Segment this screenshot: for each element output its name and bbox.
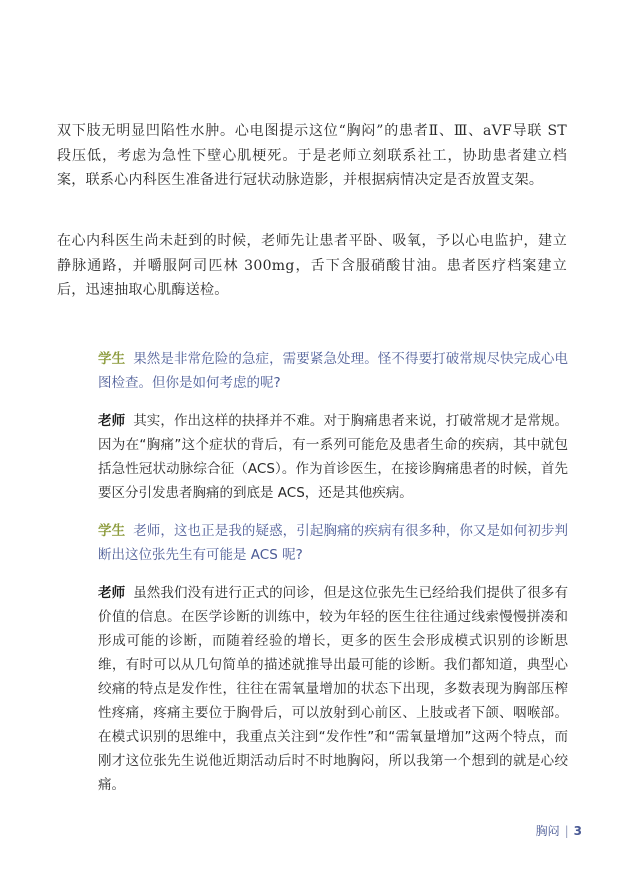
speaker-label: 老师: [98, 413, 126, 429]
dialog-text: 老师，这也正是我的疑惑，引起胸痛的疾病有很多种，你又是如何初步判断出这位张先生有可能是 ACS 呢?: [98, 523, 569, 563]
paragraph-text: 在心内科医生尚未赶到的时候，老师先让患者平卧、吸氧，予以心电监护，建立静脉通路，并嚼服阿司匹林 300mg，舌下含服硝酸甘油。患者医疗档案建立后，迅速抽取心肌酶送检。: [57, 233, 567, 298]
page-footer: [536, 822, 582, 839]
dialog-text: 虽然我们没有进行正式的问诊，但是这位张先生已经给我们提供了很多有价值的信息。在医学诊断的训练中，较为年轻的医生往往通过线索慢慢拼凑和形成可能的诊断，而随着经验的增长，更多的医生会形成模式识别的诊断思维，有时可以从几句简单的描述就推导出最可能的诊断。我们都知道，典型心绞痛的特点是发作性，往往在需氧量增加的状态下出现，多数表现为胸部压榨性疼痛，疼痛主要位于胸骨后，可以放射到心前区、上肢或者下颌、咽喉部。在模式识别的思维中，我重点关注到“发作性”和“需氧量增加”这两个特点，而刚才这位张先生说他近期活动后时不时地胸闷，所以我第一个想到的就是心绞痛。: [98, 585, 569, 793]
speaker-label: 学生: [98, 523, 126, 539]
dialog-text: 其实，作出这样的抉择并不难。对于胸痛患者来说，打破常规才是常规。因为在“胸痛”这个症状的背后，有一系列可能危及患者生命的疾病，其中就包括急性冠状动脉综合征（ACS）。作为首诊医生，在接诊胸痛患者的时候，首先要区分引发患者胸痛的到底是 ACS，还是其他疾病。: [98, 413, 569, 501]
paragraph-text: 双下肢无明显凹陷性水肿。心电图提示这位“胸闷”的患者Ⅱ、Ⅲ、aVF导联 ST 段压低，考虑为急性下壁心肌梗死。于是老师立刻联系社工，协助患者建立档案，联系心内科医生准备进行冠状动脉造影，并根据病情决定是否放置支架。: [57, 123, 567, 188]
narrative-paragraph-2: [57, 229, 567, 303]
dialog-text: 果然是非常危险的急症，需要紧急处理。怪不得要打破常规尽快完成心电图检查。但你是如何考虑的呢?: [98, 351, 569, 391]
dialog-entry-student: [98, 519, 568, 567]
narrative-paragraph-1: [57, 119, 567, 193]
dialog-entry-student: [98, 347, 568, 395]
dialog-section: [98, 347, 568, 811]
dialog-entry-teacher: [98, 409, 568, 505]
footer-separator: |: [564, 824, 569, 838]
speaker-label: 老师: [98, 585, 126, 601]
dialog-entry-teacher: [98, 581, 568, 797]
speaker-label: 学生: [98, 351, 126, 367]
page-number: 3: [573, 824, 582, 838]
section-title: 胸闷: [535, 824, 560, 838]
